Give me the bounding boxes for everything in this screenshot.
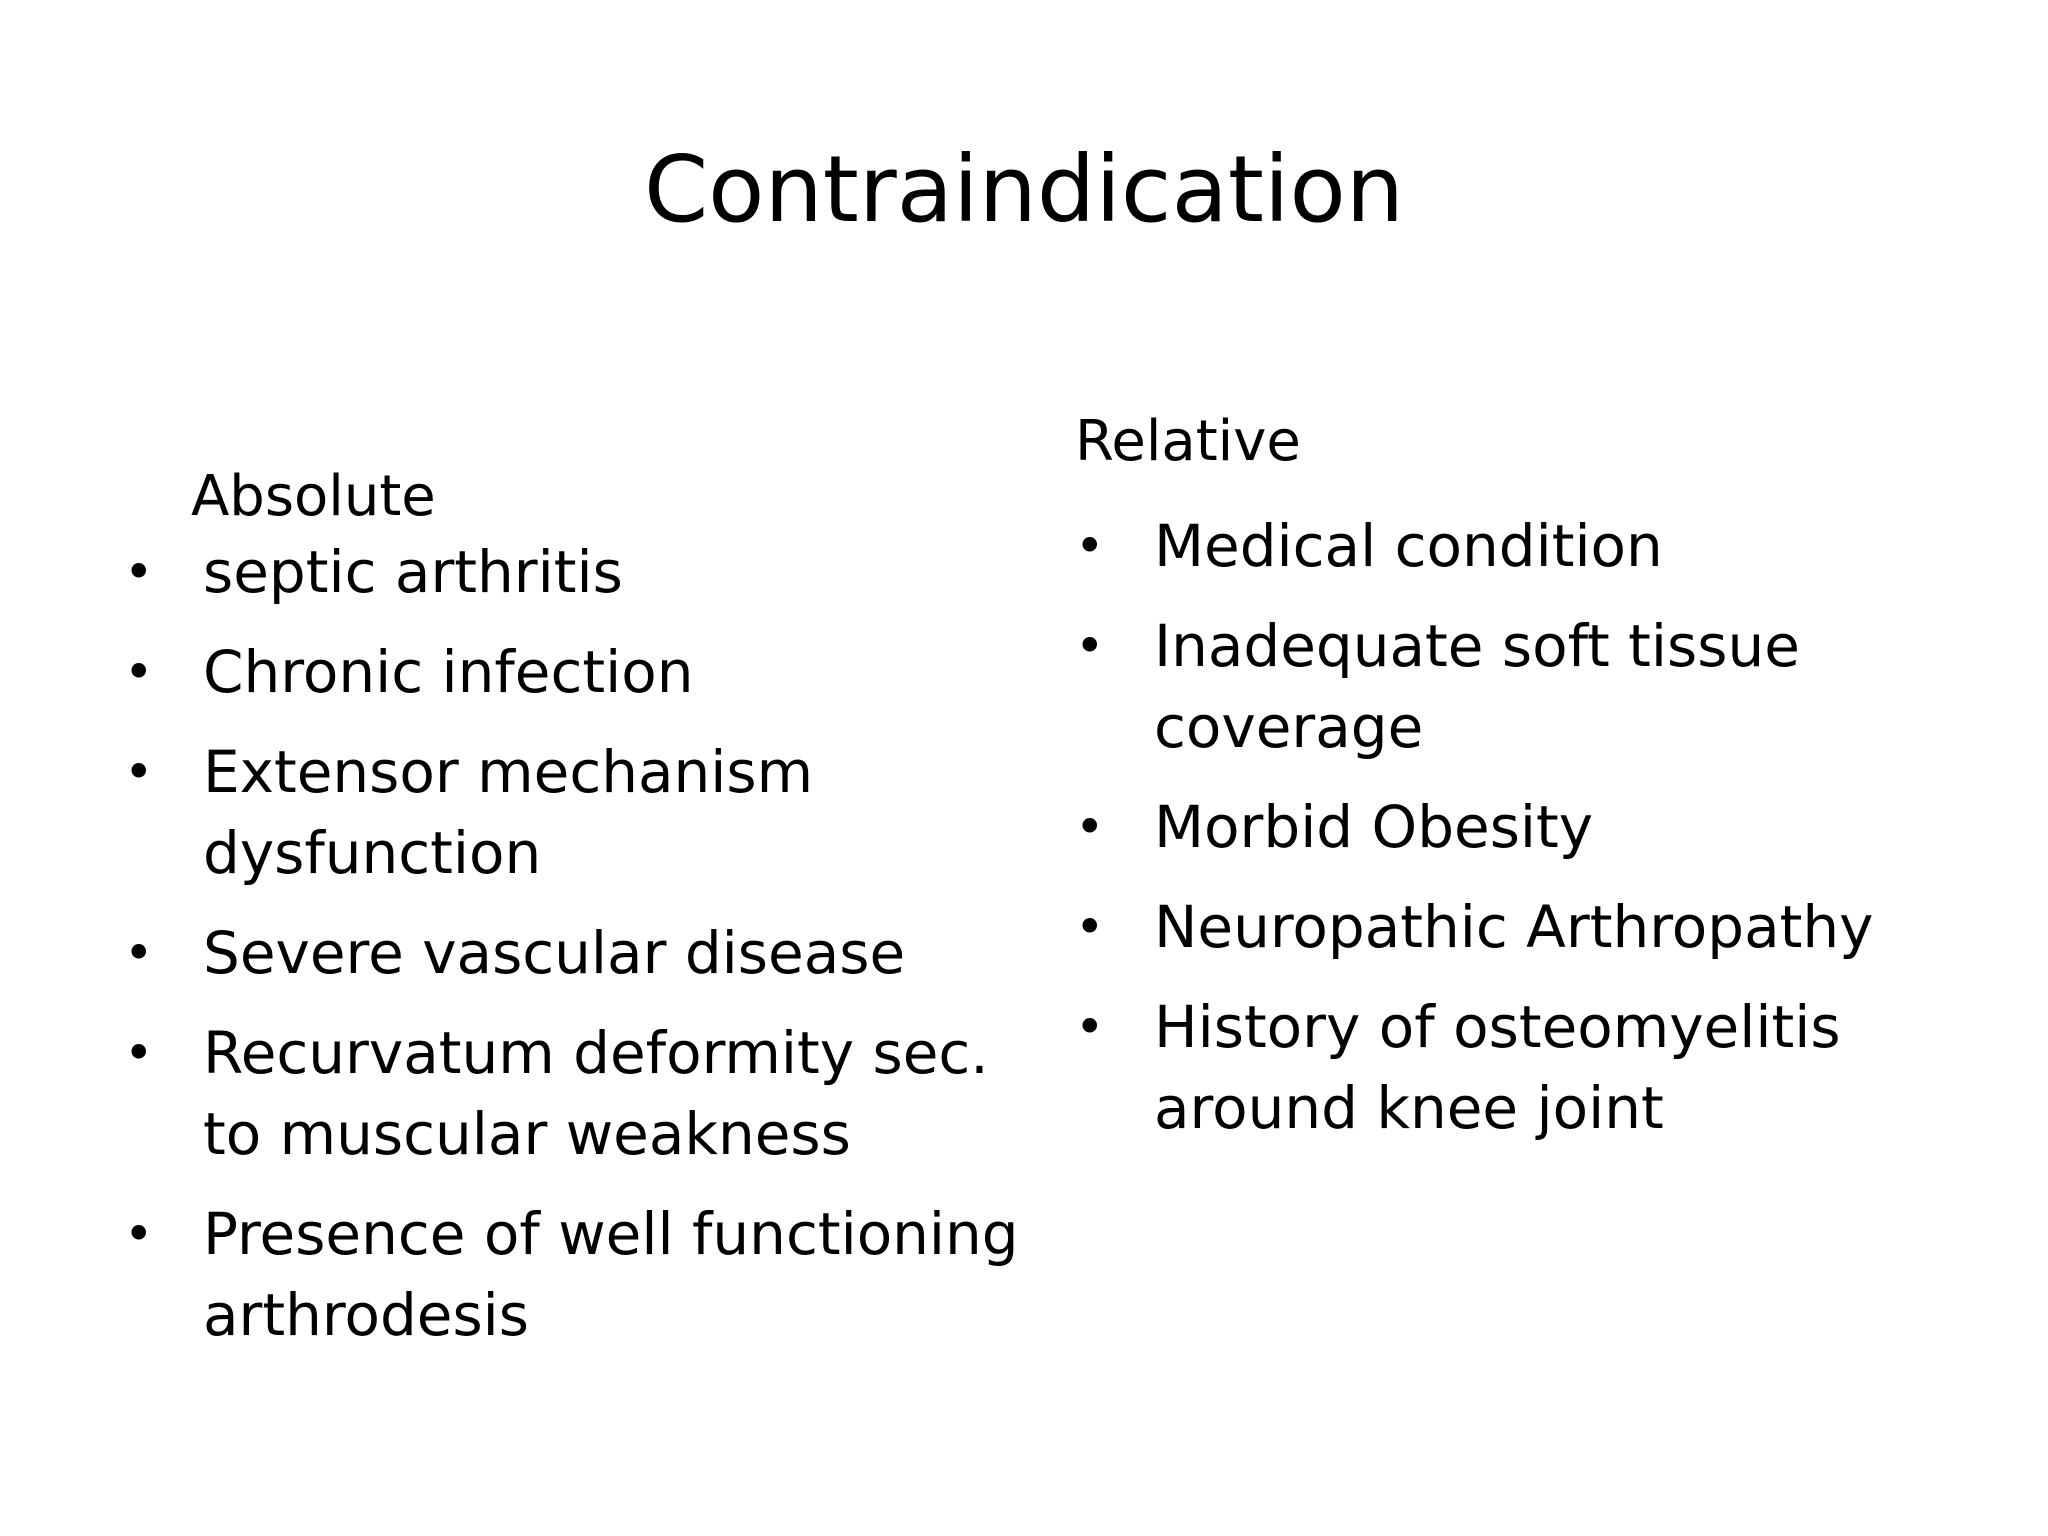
relative-list <box>1075 506 1995 1168</box>
list-item-text: Extensor mechanism dysfunction <box>203 738 814 887</box>
list-item <box>124 1013 1024 1175</box>
list-item <box>124 1194 1024 1356</box>
bullet-icon: • <box>124 643 154 701</box>
bullet-icon: • <box>1075 517 1105 575</box>
list-item <box>1075 606 1995 768</box>
slide-title: Contraindication <box>643 136 1405 243</box>
list-item <box>124 532 1024 613</box>
list-item <box>1075 887 1995 968</box>
list-item <box>1075 787 1995 868</box>
list-item-text: Chronic infection <box>203 638 694 706</box>
absolute-heading: Absolute <box>191 464 436 529</box>
bullet-icon: • <box>124 924 154 982</box>
list-item <box>124 732 1024 894</box>
list-item <box>124 632 1024 713</box>
list-item-text: History of osteomyelitis around knee joint <box>1154 993 1841 1142</box>
list-item <box>124 913 1024 994</box>
absolute-list <box>124 532 1024 1375</box>
relative-heading: Relative <box>1075 409 1301 474</box>
bullet-icon: • <box>124 1024 154 1082</box>
list-item-text: Severe vascular disease <box>203 919 906 987</box>
bullet-icon: • <box>124 743 154 801</box>
bullet-icon: • <box>1075 998 1105 1056</box>
list-item-text: Neuropathic Arthropathy <box>1154 893 1874 961</box>
list-item-text: septic arthritis <box>203 538 623 606</box>
list-item-text: Recurvatum deformity sec. to muscular weakness <box>203 1019 989 1168</box>
list-item-text: Morbid Obesity <box>1154 793 1594 861</box>
bullet-icon: • <box>1075 617 1105 675</box>
bullet-icon: • <box>124 1205 154 1263</box>
bullet-icon: • <box>1075 798 1105 856</box>
list-item-text: Medical condition <box>1154 512 1663 580</box>
bullet-icon: • <box>1075 898 1105 956</box>
list-item-text: Inadequate soft tissue coverage <box>1154 612 1800 761</box>
list-item <box>1075 987 1995 1149</box>
list-item-text: Presence of well functioning arthrodesis <box>203 1200 1019 1349</box>
list-item <box>1075 506 1995 587</box>
bullet-icon: • <box>124 543 154 601</box>
